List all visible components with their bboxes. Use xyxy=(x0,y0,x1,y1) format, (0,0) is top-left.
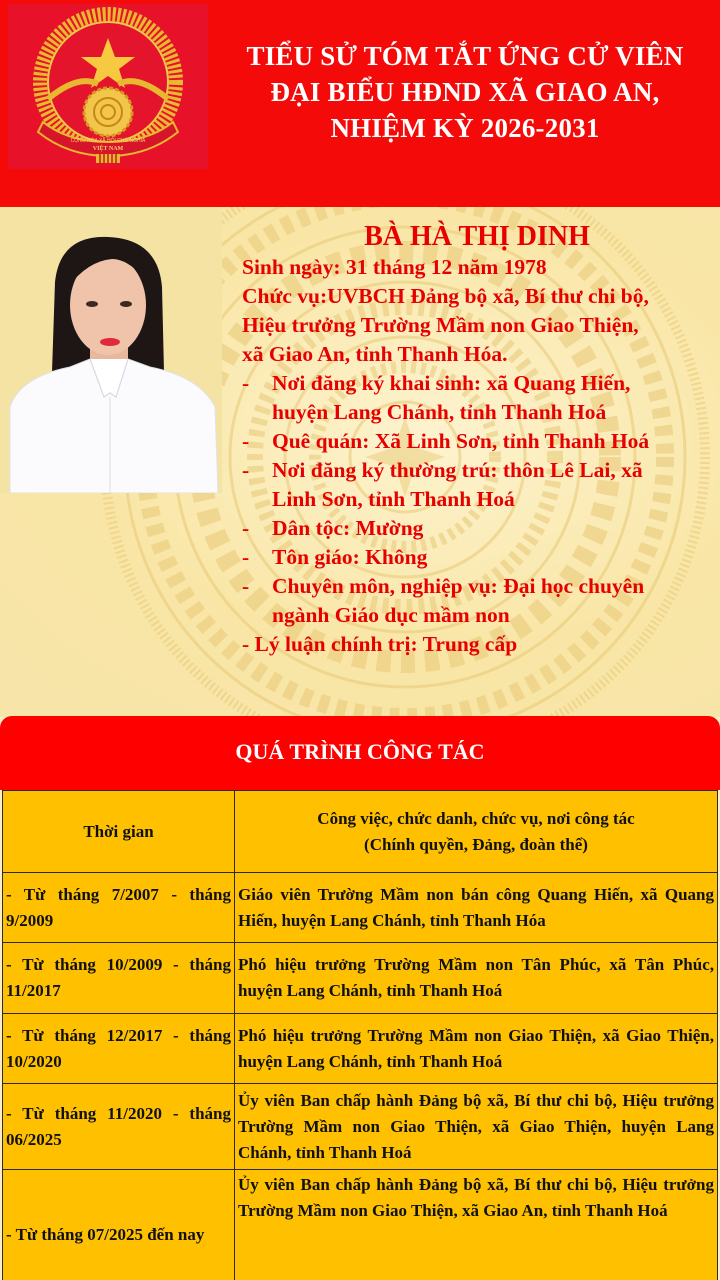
position-line-1: Chức vụ:UVBCH Đảng bộ xã, Bí thư chi bộ, xyxy=(242,284,649,308)
national-emblem-icon xyxy=(8,4,208,169)
svg-text:VIỆT NAM: VIỆT NAM xyxy=(92,146,124,152)
detail-birthplace xyxy=(242,369,712,427)
bullet-dash: - xyxy=(242,574,250,598)
detail-hometown xyxy=(242,427,712,456)
detail-political-theory: - Lý luận chính trị: Trung cấp xyxy=(242,632,518,656)
table-row xyxy=(3,1014,718,1084)
column-header-role-line-2: (Chính quyền, Đảng, đoàn thể) xyxy=(364,834,588,854)
detail-text: Nơi đăng ký thường trú: thôn Lê Lai, xã xyxy=(272,458,643,482)
table-row xyxy=(3,943,718,1014)
birth-date: Sinh ngày: 31 tháng 12 năm 1978 xyxy=(242,255,547,279)
detail-residence xyxy=(242,456,712,514)
detail-text: Chuyên môn, nghiệp vụ: Đại học chuyên xyxy=(272,574,645,598)
time-cell: - Từ tháng 11/2020 - tháng 06/2025 xyxy=(3,1084,235,1170)
work-history-table xyxy=(2,790,718,1280)
table-row xyxy=(3,1084,718,1170)
bullet-dash: - xyxy=(242,516,250,540)
section-title: QUÁ TRÌNH CÔNG TÁC xyxy=(235,739,485,764)
table-header-row xyxy=(3,791,718,873)
candidate-portrait xyxy=(0,207,222,493)
bullet-dash: - xyxy=(242,371,250,395)
role-cell: Giáo viên Trường Mầm non bán công Quang Hiến, xã Quang Hiến, huyện Lang Chánh, tỉnh Thanh Hóa xyxy=(235,873,718,943)
detail-text: ngành Giáo dục mầm non xyxy=(272,603,510,627)
table-row xyxy=(3,873,718,943)
work-history-header xyxy=(0,716,720,790)
page-title xyxy=(210,38,720,146)
candidate-bio-section xyxy=(0,207,720,717)
detail-text: Quê quán: Xã Linh Sơn, tỉnh Thanh Hoá xyxy=(272,429,650,453)
column-header-time: Thời gian xyxy=(3,791,235,873)
detail-religion xyxy=(242,543,712,572)
bullet-dash: - xyxy=(242,458,250,482)
detail-qualification xyxy=(242,572,712,630)
position-line-2: Hiệu trưởng Trường Mầm non Giao Thiện, xyxy=(242,313,639,337)
candidate-name: BÀ HÀ THỊ DINH xyxy=(364,221,590,252)
detail-text: Dân tộc: Mường xyxy=(272,516,424,540)
header-banner xyxy=(0,0,720,207)
column-header-role xyxy=(235,791,718,873)
detail-text: huyện Lang Chánh, tỉnh Thanh Hoá xyxy=(272,400,607,424)
time-cell: - Từ tháng 12/2017 - tháng 10/2020 xyxy=(3,1014,235,1084)
table-row xyxy=(3,1170,718,1280)
time-cell: - Từ tháng 07/2025 đến nay xyxy=(3,1170,235,1280)
role-cell: Phó hiệu trưởng Trường Mầm non Giao Thiện, xã Giao Thiện, huyện Lang Chánh, tỉnh Thanh Hoá xyxy=(235,1014,718,1084)
time-cell: - Từ tháng 10/2009 - tháng 11/2017 xyxy=(3,943,235,1014)
time-cell: - Từ tháng 7/2007 - tháng 9/2009 xyxy=(3,873,235,943)
role-cell: Ủy viên Ban chấp hành Đảng bộ xã, Bí thư chi bộ, Hiệu trưởng Trường Mầm non Giao Thiện, xã Giao Thiện, huyện Lang Chánh, tỉnh Thanh Hoá xyxy=(235,1084,718,1170)
column-header-role-line-1: Công việc, chức danh, chức vụ, nơi công tác xyxy=(317,808,635,828)
svg-text:CỘNG HÒA XÃ HỘI CHỦ NGHĨA: CỘNG HÒA XÃ HỘI CHỦ NGHĨA xyxy=(70,138,146,144)
role-cell: Phó hiệu trưởng Trường Mầm non Tân Phúc, xã Tân Phúc, huyện Lang Chánh, tỉnh Thanh Hoá xyxy=(235,943,718,1014)
detail-ethnicity xyxy=(242,514,712,543)
bullet-dash: - xyxy=(242,429,250,453)
detail-text: Nơi đăng ký khai sinh: xã Quang Hiến, xyxy=(272,371,631,395)
candidate-info xyxy=(242,221,712,659)
role-cell: Ủy viên Ban chấp hành Đảng bộ xã, Bí thư chi bộ, Hiệu trưởng Trường Mầm non Giao Thiện, xã Giao An, tỉnh Thanh Hoá xyxy=(235,1170,718,1280)
title-line-1: TIỂU SỬ TÓM TẮT ỨNG CỬ VIÊN xyxy=(246,41,684,71)
title-line-3: NHIỆM KỲ 2026-2031 xyxy=(330,113,600,143)
bullet-dash: - xyxy=(242,545,250,569)
detail-text: Linh Sơn, tỉnh Thanh Hoá xyxy=(272,487,515,511)
title-line-2: ĐẠI BIỂU HĐND XÃ GIAO AN, xyxy=(270,77,660,107)
position-line-3: xã Giao An, tỉnh Thanh Hóa. xyxy=(242,342,508,366)
detail-text: Tôn giáo: Không xyxy=(272,545,428,569)
